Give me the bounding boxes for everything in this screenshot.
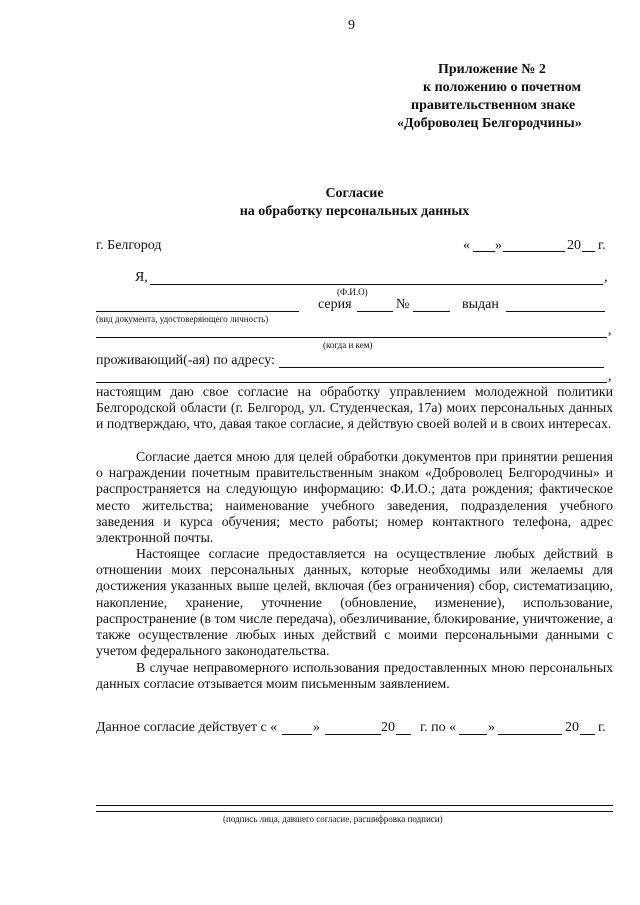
- number-field[interactable]: [413, 311, 450, 312]
- appendix-title: Приложение № 2: [438, 62, 546, 77]
- month-field[interactable]: [503, 251, 565, 252]
- validity-from-day-field[interactable]: [282, 734, 312, 735]
- fio-field[interactable]: [150, 284, 603, 285]
- fio-comma: ,: [604, 270, 608, 285]
- signature-field-underline: [96, 811, 613, 812]
- page-number: 9: [348, 18, 355, 33]
- issued-field[interactable]: [506, 311, 605, 312]
- validity-from-year-field[interactable]: [396, 734, 411, 735]
- validity-year-prefix-2: 20: [565, 720, 579, 735]
- validity-close-quote-1: »: [313, 720, 320, 735]
- validity-from-month-field[interactable]: [325, 734, 381, 735]
- paragraph-actions: Настоящее согласие предоставляется на осуществление любых действий в отношении моих персональных данных, которые необходимы или желаемы для достижения указанных выше целей, включая (без ограничения) сбор, систематизацию, накопление, хранение, уточнение (обновление, изменение), использование, распространение (в том числе передача), обезличивание, блокирование, уничтожение, а также осуществление любых иных действий с моими персональными данными с учетом федерального законодательства.: [96, 546, 613, 659]
- series-label: серия: [318, 297, 352, 312]
- number-label: №: [396, 297, 410, 312]
- appendix-line-4: «Доброволец Белгородчины»: [397, 116, 582, 131]
- date-open-quote: «: [463, 238, 470, 253]
- when-who-comma: ,: [608, 323, 612, 338]
- validity-to-day-field[interactable]: [459, 734, 487, 735]
- issued-label: выдан: [462, 297, 499, 312]
- appendix-line-2: к положению о почетном: [423, 80, 581, 95]
- when-who-field[interactable]: [96, 337, 607, 338]
- signature-caption: (подпись лица, давшего согласие, расшифровка подписи): [223, 814, 443, 824]
- validity-year-prefix-1: 20: [381, 720, 395, 735]
- date-close-quote: »: [495, 238, 502, 253]
- validity-to-label: г. по «: [420, 720, 457, 735]
- address-field-line-2[interactable]: [96, 382, 607, 383]
- year-field[interactable]: [582, 251, 595, 252]
- appendix-line-3: правительственном знаке: [411, 98, 576, 113]
- document-type-field[interactable]: [96, 311, 299, 312]
- validity-label: Данное согласие действует с «: [96, 720, 278, 735]
- paragraph-revocation: В случае неправомерного использования предоставленных мною персональных данных согласие отзывается моим письменным заявлением.: [96, 660, 613, 692]
- title-line-2: на обработку персональных данных: [239, 204, 470, 219]
- when-who-caption: (когда и кем): [323, 340, 373, 350]
- year-prefix: 20: [567, 238, 581, 253]
- city-label: г. Белгород: [96, 238, 162, 253]
- validity-to-month-field[interactable]: [498, 734, 562, 735]
- signature-field[interactable]: [96, 805, 613, 806]
- paragraph-consent: настоящим даю свое согласие на обработку управлением молодежной политики Белгородской области (г. Белгород, ул. Студенческая, 17а) моих персональных данных и подтверждаю, что, давая такое согласие, я действую своей волей и в своих интересах.: [96, 384, 613, 432]
- address-label: проживающий(-ая) по адресу:: [96, 353, 275, 368]
- fio-caption: (Ф.И.О): [337, 287, 368, 297]
- validity-close-quote-2: »: [488, 720, 495, 735]
- validity-to-year-field[interactable]: [580, 734, 595, 735]
- year-suffix: г.: [598, 238, 606, 253]
- document-type-caption: (вид документа, удостоверяющего личность): [96, 314, 269, 324]
- series-field[interactable]: [357, 311, 393, 312]
- validity-year-suffix: г.: [598, 720, 606, 735]
- address-field[interactable]: [279, 367, 604, 368]
- paragraph-purpose: Согласие дается мною для целей обработки документов при принятии решения о награждении почетным правительственным знаком «Доброволец Белгородчины» и распространяется на следующую информацию: Ф.И.О.; дата рождения; фактическое место жительства; наименование учебного заведения, подразделения учебного заведения и курса обучения; место работы; номер контактного телефона, адрес электронной почты.: [96, 449, 613, 546]
- ya-label: Я,: [135, 270, 148, 285]
- address-comma: ,: [608, 369, 612, 384]
- title-line-1: Согласие: [325, 186, 384, 201]
- day-field[interactable]: [473, 251, 495, 252]
